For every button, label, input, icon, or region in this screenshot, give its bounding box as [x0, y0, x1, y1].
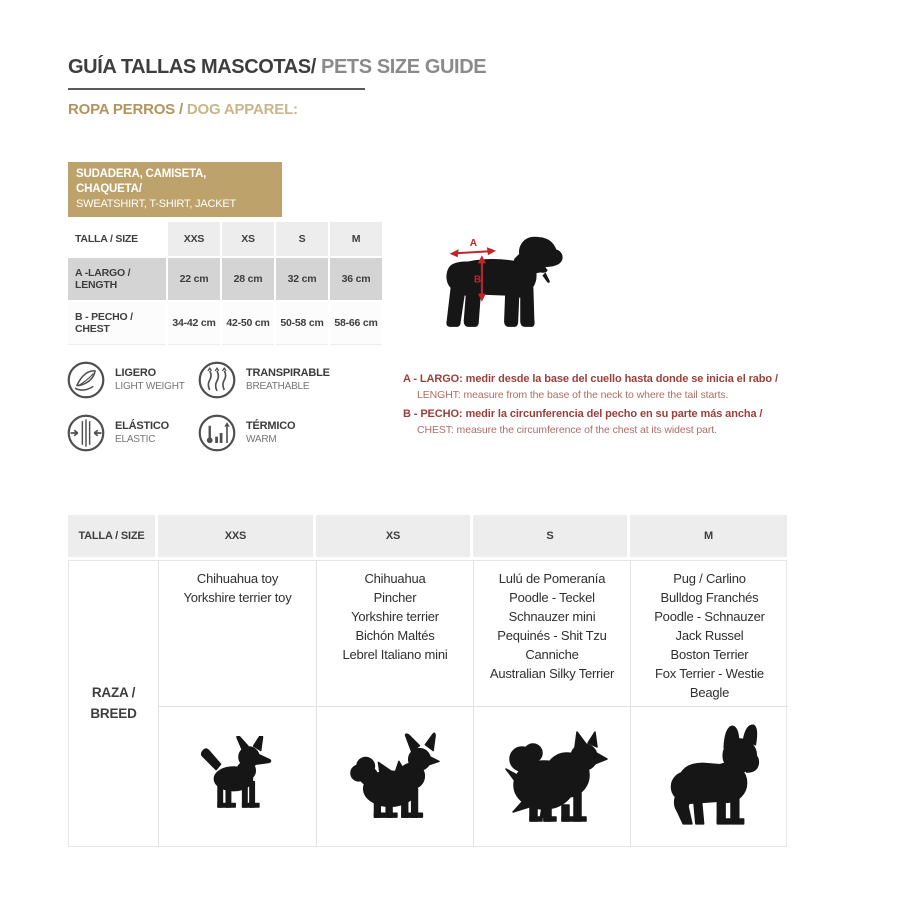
length-row-label: A -LARGO / LENGTH	[68, 258, 166, 300]
note-length	[403, 371, 813, 403]
breed-line: Pincher	[373, 590, 417, 605]
dog-cell-s	[474, 706, 631, 846]
length-xxs: 22 cm	[168, 258, 220, 300]
title-underline	[68, 88, 365, 90]
breed-header-s: S	[473, 515, 630, 557]
breed-line: Pug / Carlino	[673, 571, 746, 586]
breed-line: Beagle	[689, 685, 730, 700]
size-table-header-xs: XS	[222, 222, 274, 256]
breed-line: Yorkshire terrier	[351, 609, 439, 624]
measuring-diagram	[418, 226, 570, 344]
chihuahua-silhouette-icon	[192, 736, 284, 818]
category-box	[68, 162, 282, 217]
size-table-header-row	[68, 222, 382, 256]
arrow-b-label: B	[473, 274, 482, 286]
breed-table	[68, 515, 787, 847]
category-es: SUDADERA, CAMISETA, CHAQUETA/	[76, 168, 207, 195]
feature-warm	[197, 413, 295, 453]
pomeranian-silhouette-icon	[492, 727, 612, 827]
breed-line: Canniche	[525, 647, 579, 662]
french-bulldog-silhouette-icon	[649, 722, 771, 832]
subtitle-en: DOG APPAREL:	[186, 101, 298, 118]
chest-xxs: 34-42 cm	[168, 302, 220, 345]
breed-line: Lebrel Italiano mini	[342, 647, 448, 662]
note-length-es: A - LARGO: medir desde la base del cuello hasta donde se inicia el rabo /	[403, 373, 778, 385]
breed-line: Jack Russel	[675, 628, 744, 643]
breed-row-label: RAZA / BREED	[69, 561, 159, 846]
elastic-icon	[66, 413, 106, 453]
chest-m: 58-66 cm	[330, 302, 382, 345]
feature-subtitle: WARM	[246, 433, 277, 445]
breathable-icon	[197, 360, 237, 400]
long-haired-chihuahua-silhouette-icon	[341, 732, 449, 822]
breed-table-header	[68, 515, 787, 557]
page-title	[68, 56, 486, 79]
feather-icon	[66, 360, 106, 400]
dog-cell-xxs	[159, 706, 317, 846]
breed-header-label: TALLA / SIZE	[68, 515, 158, 557]
breed-header-xs: XS	[316, 515, 473, 557]
breed-line: Lulú de Pomeranía	[498, 571, 606, 586]
dog-cell-m	[631, 706, 788, 846]
size-table-header-label: TALLA / SIZE	[68, 222, 166, 256]
subtitle-es: ROPA PERROS /	[68, 101, 187, 118]
size-table-chest-row	[68, 302, 382, 345]
feature-subtitle: ELASTIC	[115, 433, 156, 445]
feature-breathable	[197, 360, 330, 400]
dog-measure-silhouette-icon	[418, 226, 570, 339]
page-title-es: GUÍA TALLAS MASCOTAS/	[68, 56, 316, 78]
length-s: 32 cm	[276, 258, 328, 300]
feature-title: ELÁSTICO	[115, 419, 170, 432]
breed-header-xxs: XXS	[158, 515, 316, 557]
page-subtitle	[68, 101, 298, 118]
feature-subtitle: BREATHABLE	[246, 380, 310, 392]
breed-line: Pequinés - Shit Tzu	[497, 628, 607, 643]
breed-line: Bulldog Franchés	[660, 590, 759, 605]
note-chest-es: B - PECHO: medir la circunferencia del pecho en su parte más ancha /	[403, 408, 763, 420]
length-xs: 28 cm	[222, 258, 274, 300]
breed-line: Bichón Maltés	[355, 628, 435, 643]
category-en: SWEATSHIRT, T-SHIRT, JACKET	[76, 197, 237, 210]
breeds-s	[474, 561, 631, 706]
feature-title: TRANSPIRABLE	[246, 366, 330, 379]
note-chest	[403, 406, 813, 438]
chest-row-label: B - PECHO / CHEST	[68, 302, 166, 345]
size-table-header-s: S	[276, 222, 328, 256]
arrow-a-label: A	[469, 238, 478, 250]
breed-line: Schnauzer mini	[508, 609, 596, 624]
measuring-notes	[403, 371, 813, 441]
breed-line: Poodle - Schnauzer	[654, 609, 765, 624]
breed-line: Fox Terrier - Westie	[655, 666, 764, 681]
size-table-length-row	[68, 258, 382, 300]
feature-elastic	[66, 413, 169, 453]
length-m: 36 cm	[330, 258, 382, 300]
note-chest-en: CHEST: measure the circumference of the chest at its widest part.	[417, 424, 717, 436]
breeds-m	[631, 561, 788, 706]
breed-header-m: M	[630, 515, 787, 557]
breeds-xxs	[159, 561, 317, 706]
breed-table-body	[68, 560, 787, 847]
feature-title: LIGERO	[115, 366, 156, 379]
dog-cell-xs	[317, 706, 474, 846]
breeds-xs	[317, 561, 474, 706]
size-table-header-xxs: XXS	[168, 222, 220, 256]
thermal-icon	[197, 413, 237, 453]
chest-xs: 42-50 cm	[222, 302, 274, 345]
breed-line: Yorkshire terrier toy	[183, 590, 292, 605]
note-length-en: LENGHT: measure from the base of the neck to where the tail starts.	[417, 389, 729, 401]
feature-subtitle: LIGHT WEIGHT	[115, 380, 185, 392]
feature-title: TÉRMICO	[246, 419, 296, 432]
breed-line: Chihuahua toy	[196, 571, 279, 586]
breed-line: Boston Terrier	[670, 647, 749, 662]
size-table	[66, 220, 384, 347]
size-table-header-m: M	[330, 222, 382, 256]
page-title-en: PETS SIZE GUIDE	[315, 56, 487, 78]
feature-lightweight	[66, 360, 185, 400]
breed-line: Chihuahua	[364, 571, 426, 586]
chest-s: 50-58 cm	[276, 302, 328, 345]
breed-line: Poodle - Teckel	[509, 590, 595, 605]
breed-line: Australian Silky Terrier	[489, 666, 615, 681]
